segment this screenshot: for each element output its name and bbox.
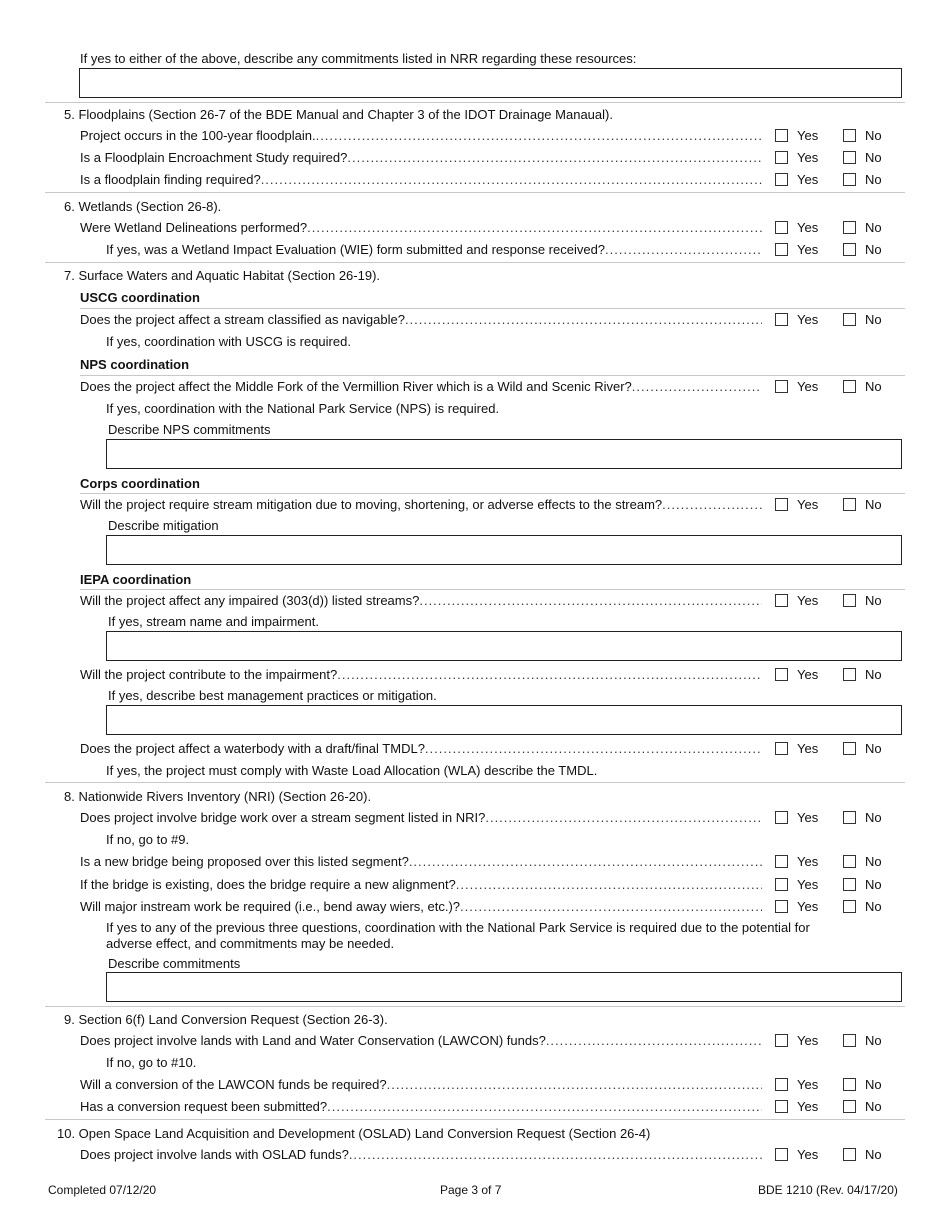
divider bbox=[80, 493, 905, 494]
question-impaired-streams: Will the project affect any impaired (303(d)) listed streams? ..... bbox=[80, 593, 762, 609]
divider bbox=[45, 192, 905, 193]
yes-label: Yes bbox=[797, 220, 819, 235]
no-checkbox[interactable] bbox=[843, 811, 856, 824]
footer-completed-date: Completed 07/12/20 bbox=[48, 1183, 157, 1197]
yes-checkbox[interactable] bbox=[775, 498, 788, 511]
no-label: No bbox=[865, 379, 882, 394]
divider bbox=[45, 102, 905, 103]
divider bbox=[45, 782, 905, 783]
no-checkbox[interactable] bbox=[843, 742, 856, 755]
divider bbox=[80, 589, 905, 590]
no-checkbox[interactable] bbox=[843, 173, 856, 186]
question-oslad-funds: Does project involve lands with OSLAD funds? ..... bbox=[80, 1147, 762, 1163]
no-checkbox[interactable] bbox=[843, 129, 856, 142]
intro-prompt: If yes to either of the above, describe any commitments listed in NRR regarding these resources: bbox=[80, 51, 637, 66]
yes-no-floodplain-finding bbox=[775, 172, 895, 188]
yes-label: Yes bbox=[797, 497, 819, 512]
question-conversion-submitted: Has a conversion request been submitted? ..... bbox=[80, 1099, 762, 1115]
no-checkbox[interactable] bbox=[843, 855, 856, 868]
yes-checkbox[interactable] bbox=[775, 221, 788, 234]
question-floodplain-finding: Is a floodplain finding required? ..... bbox=[80, 172, 762, 188]
divider bbox=[45, 1119, 905, 1120]
yes-checkbox[interactable] bbox=[775, 900, 788, 913]
yes-no-new-bridge bbox=[775, 854, 895, 870]
nps-coordination-note-line2: adverse effect, and commitments may be needed. bbox=[106, 936, 395, 951]
yes-label: Yes bbox=[797, 150, 819, 165]
question-wie-form: If yes, was a Wetland Impact Evaluation (WIE) form submitted and response received? ..... bbox=[106, 242, 762, 258]
no-label: No bbox=[865, 497, 882, 512]
section-5-title: 5. Floodplains (Section 26-7 of the BDE Manual and Chapter 3 of the IDOT Drainage Manaual). bbox=[64, 107, 613, 122]
yes-no-lawcon-conversion bbox=[775, 1077, 895, 1093]
no-checkbox[interactable] bbox=[843, 221, 856, 234]
question-lawcon-conversion: Will a conversion of the LAWCON funds be required? ..... bbox=[80, 1077, 762, 1093]
yes-no-conversion-submitted bbox=[775, 1099, 895, 1115]
yes-no-floodplain-100yr bbox=[775, 128, 895, 144]
yes-label: Yes bbox=[797, 1033, 819, 1048]
yes-checkbox[interactable] bbox=[775, 313, 788, 326]
section-7-title: 7. Surface Waters and Aquatic Habitat (Section 26-19). bbox=[64, 268, 381, 283]
yes-no-impaired-streams bbox=[775, 593, 895, 609]
divider bbox=[45, 1006, 905, 1007]
question-nri-bridge-work: Does project involve bridge work over a stream segment listed in NRI? ..... bbox=[80, 810, 762, 826]
yes-checkbox[interactable] bbox=[775, 1100, 788, 1113]
no-checkbox[interactable] bbox=[843, 313, 856, 326]
no-label: No bbox=[865, 172, 882, 187]
yes-no-instream-work bbox=[775, 899, 895, 915]
question-navigable-stream: Does the project affect a stream classified as navigable? ..... bbox=[80, 312, 762, 328]
yes-label: Yes bbox=[797, 1147, 819, 1162]
yes-no-encroachment-study bbox=[775, 150, 895, 166]
yes-no-oslad-funds bbox=[775, 1147, 895, 1163]
no-checkbox[interactable] bbox=[843, 594, 856, 607]
footer-form-number: BDE 1210 (Rev. 04/17/20) bbox=[758, 1183, 898, 1197]
yes-no-new-alignment bbox=[775, 877, 895, 893]
no-label: No bbox=[865, 150, 882, 165]
corps-heading: Corps coordination bbox=[80, 476, 200, 491]
question-floodplain-100yr: Project occurs in the 100-year floodplain. ..... bbox=[80, 128, 762, 144]
section-9-title: 9. Section 6(f) Land Conversion Request (Section 26-3). bbox=[64, 1012, 388, 1027]
yes-label: Yes bbox=[797, 128, 819, 143]
nps-note: If yes, coordination with the National Park Service (NPS) is required. bbox=[106, 401, 500, 416]
no-label: No bbox=[865, 128, 882, 143]
yes-checkbox[interactable] bbox=[775, 380, 788, 393]
yes-label: Yes bbox=[797, 877, 819, 892]
no-label: No bbox=[865, 877, 882, 892]
no-checkbox[interactable] bbox=[843, 1148, 856, 1161]
yes-checkbox[interactable] bbox=[775, 742, 788, 755]
yes-no-wetland-delineations bbox=[775, 220, 895, 236]
yes-checkbox[interactable] bbox=[775, 594, 788, 607]
no-label: No bbox=[865, 1033, 882, 1048]
no-checkbox[interactable] bbox=[843, 151, 856, 164]
stream-impairment-field[interactable] bbox=[106, 631, 902, 661]
no-label: No bbox=[865, 1077, 882, 1092]
yes-no-navigable-stream bbox=[775, 312, 895, 328]
divider bbox=[80, 308, 905, 309]
lawcon-skip-note: If no, go to #10. bbox=[106, 1055, 197, 1070]
yes-no-lawcon-funds bbox=[775, 1033, 895, 1049]
yes-label: Yes bbox=[797, 1099, 819, 1114]
divider bbox=[80, 375, 905, 376]
no-checkbox[interactable] bbox=[843, 1034, 856, 1047]
nps-commitments-field[interactable] bbox=[106, 439, 902, 469]
question-contribute-impairment: Will the project contribute to the impairment? ..... bbox=[80, 667, 762, 683]
impairment-note: If yes, stream name and impairment. bbox=[108, 614, 319, 629]
nps-describe-label: Describe NPS commitments bbox=[108, 422, 271, 437]
question-new-alignment: If the bridge is existing, does the bridge require a new alignment? ..... bbox=[80, 877, 762, 893]
no-checkbox[interactable] bbox=[843, 498, 856, 511]
section-6-title: 6. Wetlands (Section 26-8). bbox=[64, 199, 222, 214]
no-label: No bbox=[865, 854, 882, 869]
uscg-note: If yes, coordination with USCG is required. bbox=[106, 334, 351, 349]
bmp-mitigation-field[interactable] bbox=[106, 705, 902, 735]
yes-label: Yes bbox=[797, 899, 819, 914]
yes-checkbox[interactable] bbox=[775, 811, 788, 824]
yes-checkbox[interactable] bbox=[775, 855, 788, 868]
uscg-heading: USCG coordination bbox=[80, 290, 200, 305]
yes-label: Yes bbox=[797, 1077, 819, 1092]
nps-coordination-note-line1: If yes to any of the previous three questions, coordination with the National Park Service is required due to the potential for bbox=[106, 920, 810, 935]
yes-no-wild-scenic-river bbox=[775, 379, 895, 395]
section-8-title: 8. Nationwide Rivers Inventory (NRI) (Section 26-20). bbox=[64, 789, 372, 804]
yes-no-contribute-impairment bbox=[775, 667, 895, 683]
no-label: No bbox=[865, 1147, 882, 1162]
no-checkbox[interactable] bbox=[843, 243, 856, 256]
yes-checkbox[interactable] bbox=[775, 1148, 788, 1161]
yes-no-nri-bridge-work bbox=[775, 810, 895, 826]
yes-checkbox[interactable] bbox=[775, 1078, 788, 1091]
yes-label: Yes bbox=[797, 379, 819, 394]
question-lawcon-funds: Does project involve lands with Land and Water Conservation (LAWCON) funds? ..... bbox=[80, 1033, 762, 1049]
yes-label: Yes bbox=[797, 667, 819, 682]
nps-heading: NPS coordination bbox=[80, 357, 190, 372]
question-new-bridge: Is a new bridge being proposed over this listed segment? ..... bbox=[80, 854, 762, 870]
nri-commitments-field[interactable] bbox=[106, 972, 902, 1002]
yes-label: Yes bbox=[797, 593, 819, 608]
yes-checkbox[interactable] bbox=[775, 129, 788, 142]
yes-label: Yes bbox=[797, 172, 819, 187]
nri-describe-label: Describe commitments bbox=[108, 956, 241, 971]
question-stream-mitigation: Will the project require stream mitigation due to moving, shortening, or adverse effects to the stream? ..... bbox=[80, 497, 762, 513]
no-checkbox[interactable] bbox=[843, 1100, 856, 1113]
yes-checkbox[interactable] bbox=[775, 151, 788, 164]
yes-checkbox[interactable] bbox=[775, 243, 788, 256]
section-10-title: 10. Open Space Land Acquisition and Development (OSLAD) Land Conversion Request (Section 26-4) bbox=[57, 1126, 651, 1141]
no-checkbox[interactable] bbox=[843, 878, 856, 891]
yes-checkbox[interactable] bbox=[775, 173, 788, 186]
no-label: No bbox=[865, 242, 882, 257]
nri-skip-note: If no, go to #9. bbox=[106, 832, 190, 847]
no-label: No bbox=[865, 810, 882, 825]
yes-no-wie-form bbox=[775, 242, 895, 258]
bmp-note: If yes, describe best management practices or mitigation. bbox=[108, 688, 437, 703]
no-label: No bbox=[865, 593, 882, 608]
no-label: No bbox=[865, 312, 882, 327]
yes-label: Yes bbox=[797, 854, 819, 869]
no-label: No bbox=[865, 741, 882, 756]
no-label: No bbox=[865, 1099, 882, 1114]
question-tmdl: Does the project affect a waterbody with a draft/final TMDL? ..... bbox=[80, 741, 762, 757]
iepa-heading: IEPA coordination bbox=[80, 572, 192, 587]
divider bbox=[45, 262, 905, 263]
corps-describe-label: Describe mitigation bbox=[108, 518, 219, 533]
yes-checkbox[interactable] bbox=[775, 1034, 788, 1047]
no-checkbox[interactable] bbox=[843, 668, 856, 681]
yes-no-stream-mitigation bbox=[775, 497, 895, 513]
question-wetland-delineations: Were Wetland Delineations performed? ..... bbox=[80, 220, 762, 236]
yes-label: Yes bbox=[797, 242, 819, 257]
nrr-commitments-field[interactable] bbox=[79, 68, 902, 98]
no-label: No bbox=[865, 899, 882, 914]
yes-checkbox[interactable] bbox=[775, 878, 788, 891]
no-label: No bbox=[865, 220, 882, 235]
mitigation-field[interactable] bbox=[106, 535, 902, 565]
tmdl-note: If yes, the project must comply with Waste Load Allocation (WLA) describe the TMDL. bbox=[106, 763, 598, 778]
question-wild-scenic-river: Does the project affect the Middle Fork of the Vermillion River which is a Wild and Scenic River? ..... bbox=[80, 379, 762, 395]
no-label: No bbox=[865, 667, 882, 682]
footer-page-number: Page 3 of 7 bbox=[440, 1183, 502, 1197]
yes-no-tmdl bbox=[775, 741, 895, 757]
yes-checkbox[interactable] bbox=[775, 668, 788, 681]
no-checkbox[interactable] bbox=[843, 1078, 856, 1091]
yes-label: Yes bbox=[797, 312, 819, 327]
no-checkbox[interactable] bbox=[843, 380, 856, 393]
no-checkbox[interactable] bbox=[843, 900, 856, 913]
yes-label: Yes bbox=[797, 741, 819, 756]
yes-label: Yes bbox=[797, 810, 819, 825]
question-encroachment-study: Is a Floodplain Encroachment Study required? ..... bbox=[80, 150, 762, 166]
question-instream-work: Will major instream work be required (i.e., bend away wiers, etc.)? ..... bbox=[80, 899, 762, 915]
